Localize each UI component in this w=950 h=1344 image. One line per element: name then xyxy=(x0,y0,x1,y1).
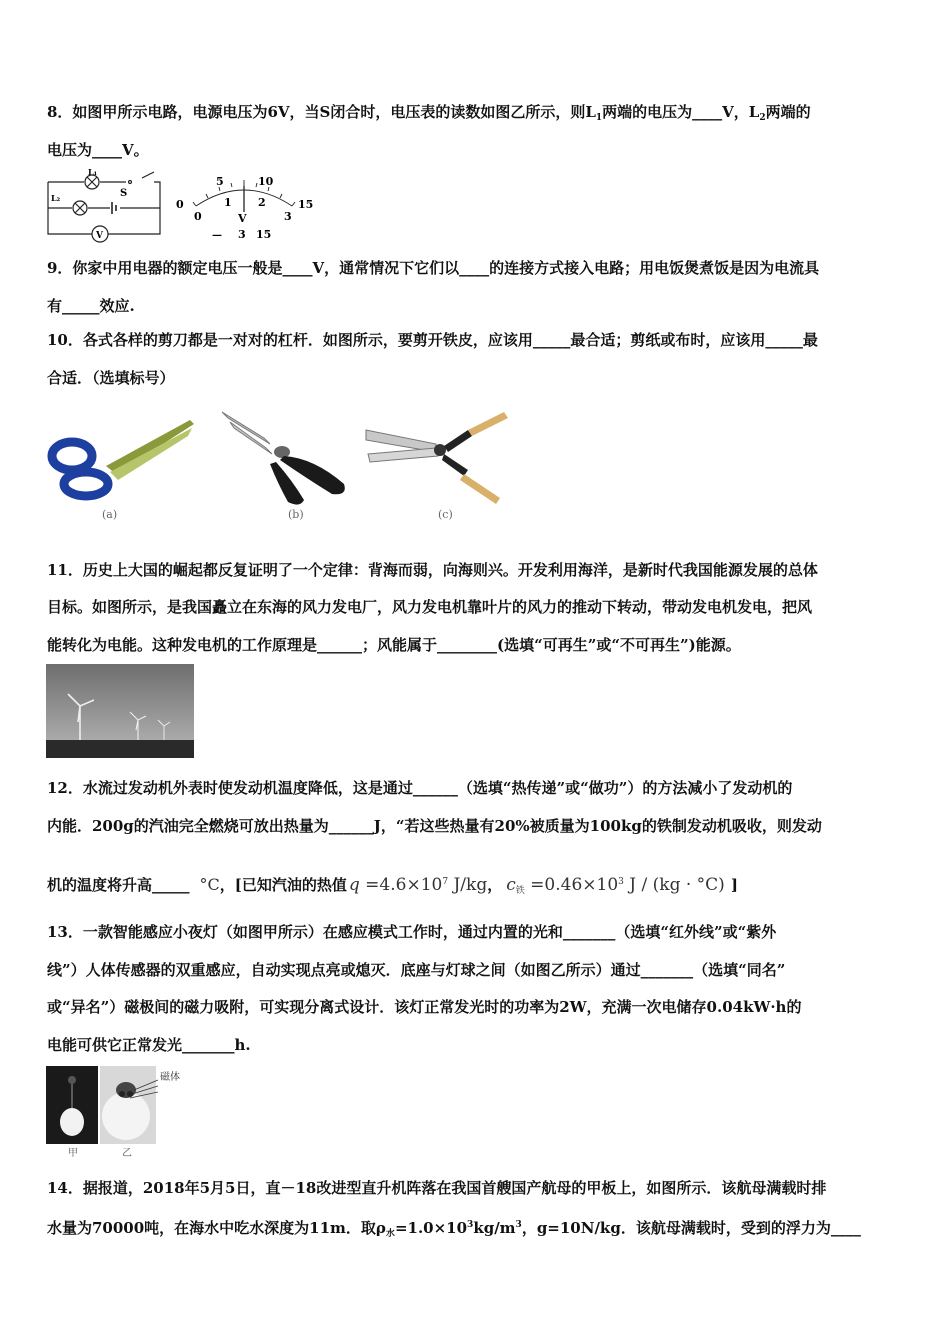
dial-center-label: V xyxy=(238,212,247,225)
q11-line3: 能转化为电能。这种发电机的工作原理是______；风能属于________(选填“可再生”或“不可再生”)能源。 xyxy=(47,636,741,654)
q12-line1: 12．水流过发动机外表时使发动机温度降低，这是通过______（选填“热传递”或“做功”）的方法减小了发动机的 xyxy=(47,779,793,797)
dial-top-tick-0: 0 xyxy=(176,198,184,211)
iron-specific-heat: $c_铁 =0.46\times 10^3$ J / (kg · °C) xyxy=(506,875,725,896)
scissors-figure xyxy=(44,408,508,526)
label-c: (c) xyxy=(438,508,453,521)
night-light-figure xyxy=(46,1066,196,1158)
q11-line1: 11．历史上大国的崛起都反复证明了一个定律：背海而弱，向海则兴。开发利用海洋，是新时代我国能源发展的总体 xyxy=(47,561,818,579)
dial-top-tick-5: 5 xyxy=(216,175,224,188)
circuit-l1-label: L₁ xyxy=(88,168,98,177)
q13-line4: 电能可供它正常发光_______h. xyxy=(47,1036,251,1054)
wind-farm-photo xyxy=(46,664,194,758)
q12-line2: 内能．200g的汽油完全燃烧可放出热量为______J，“若这些热量有20%被质量为100kg的铁制发动机吸收，则发动 xyxy=(47,817,822,835)
circuit-diagram xyxy=(44,168,168,244)
q13-line3: 或“异名”）磁极间的磁力吸附，可实现分离式设计．该灯正常发光时的功率为2W，充满一次电储存0.04kW·h的 xyxy=(47,998,802,1016)
magnet-label: 磁体 xyxy=(160,1072,180,1083)
dial-terminal-negative: — xyxy=(212,230,222,241)
q10-line2: 合适．（选填标号） xyxy=(47,369,175,387)
voltmeter-dial xyxy=(172,172,320,244)
dial-top-tick-15: 15 xyxy=(298,198,314,211)
dial-terminal-3: 3 xyxy=(238,228,246,241)
q13-line2: 线”）人体传感器的双重感应，自动实现点亮或熄灭．底座与灯球之间（如图乙所示）通过_______（选填“同名” xyxy=(47,961,786,979)
q10-line1: 10．各式各样的剪刀都是一对对的杠杆．如图所示，要剪开铁皮，应该用_____最合适；剪纸或布时，应该用_____最 xyxy=(47,331,818,349)
dial-bottom-tick-1: 1 xyxy=(224,196,232,209)
dial-bottom-tick-0: 0 xyxy=(194,210,202,223)
gasoline-heat-value: $q =4.6\times 10^7$ J/kg xyxy=(348,875,488,895)
circuit-v-label: V xyxy=(96,231,103,241)
q11-line2: 目标。如图所示，是我国矗立在东海的风力发电厂，风力发电机靠叶片的风力的推动下转动，带动发电机发电，把风 xyxy=(47,598,813,616)
dial-top-tick-10: 10 xyxy=(258,175,274,188)
circuit-l2-label: L₂ xyxy=(51,193,61,203)
yi-label: 乙 xyxy=(122,1148,132,1158)
dial-terminal-15: 15 xyxy=(256,228,272,241)
circuit-s-label: S xyxy=(120,188,128,199)
dial-bottom-tick-3: 3 xyxy=(284,210,292,223)
label-b: (b) xyxy=(288,508,304,521)
q13-line1: 13．一款智能感应小夜灯（如图甲所示）在感应模式工作时，通过内置的光和_______（选填“红外线”或“紫外 xyxy=(47,923,777,941)
label-a: (a) xyxy=(102,508,118,521)
celsius-unit: °C xyxy=(199,875,220,894)
q9-line2: 有_____效应. xyxy=(47,297,135,315)
q14-line1: 14．据报道，2018年5月5日，直－18改进型直升机阵落在我国首艘国产航母的甲板上，如图所示．该航母满载时排 xyxy=(47,1179,827,1197)
q8-line2: 电压为____V。 xyxy=(47,141,149,159)
q8-line1: 8．如图甲所示电路，电源电压为6V，当S闭合时，电压表的读数如图乙所示，则$L_1$两端的电压为____V，$L_2$两端的 xyxy=(47,103,811,123)
dial-bottom-tick-2: 2 xyxy=(258,196,266,209)
q12-line3: 机的温度将升高_____ °C，[已知汽油的热值 $q =4.6\times 10^7$ J/kg， $c_铁 =0.46\times 10^3$ J / (kg · °C) ] xyxy=(47,875,738,896)
jia-label: 甲 xyxy=(68,1148,78,1158)
q9-line1: 9．你家中用电器的额定电压一般是____V，通常情况下它们以____的连接方式接入电路；用电饭煲煮饭是因为电流具 xyxy=(47,259,820,277)
q14-line2: 水量为70000吨，在海水中吃水深度为11m．取$\rho_水=1.0\times 10^3kg/m^3$，g=10N/kg．该航母满载时，受到的浮力为____ xyxy=(47,1219,861,1239)
